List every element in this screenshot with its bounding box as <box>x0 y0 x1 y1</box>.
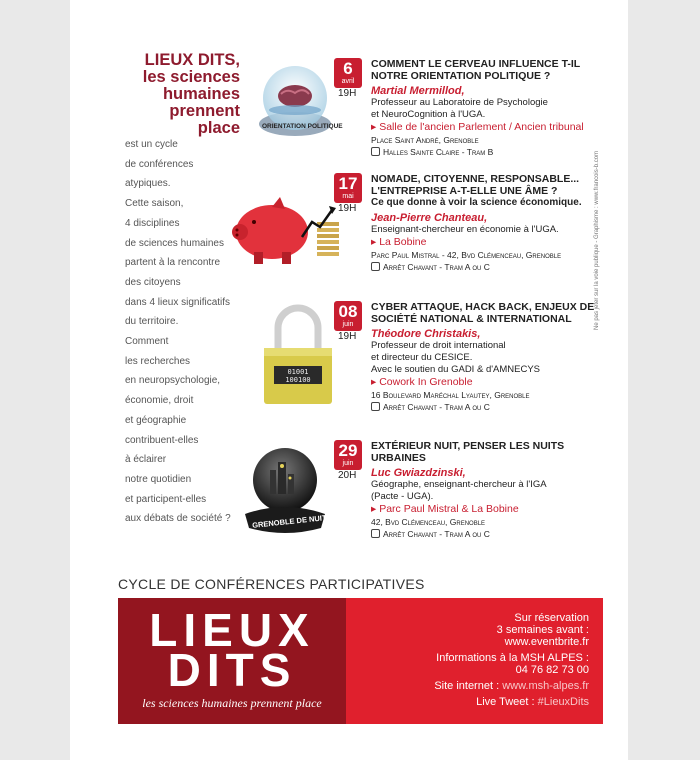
event-transport <box>371 528 609 540</box>
reservation-label-2: 3 semaines avant : <box>496 624 589 636</box>
event-venue[interactable]: ▸ Salle de l'ancien Parlement / Ancien tribunal <box>371 121 584 133</box>
intro-line: de conférences <box>125 158 194 170</box>
event-description: et NeuroCognition à l'UGA. <box>371 109 486 120</box>
event-address: Place Saint André, Grenoble <box>371 135 479 145</box>
event-hour: 19H <box>338 331 357 342</box>
event-body <box>371 301 609 413</box>
event-description: et directeur du CESICE. <box>371 352 473 363</box>
intro-line: partent à la rencontre <box>125 257 221 269</box>
padlock-illustration <box>260 302 336 406</box>
event-hour: 19H <box>338 88 357 99</box>
logo <box>134 604 330 696</box>
event-speaker: Luc Gwiazdzinski, <box>371 467 466 479</box>
event-address: 16 Boulevard Maréchal Lyautey, Grenoble <box>371 390 530 400</box>
logo-block <box>118 598 346 724</box>
intro-line: contribuent-elles <box>125 434 199 446</box>
event-month: juin <box>342 460 354 467</box>
illustration-label: ORIENTATION POLITIQUE <box>262 123 343 130</box>
tram-icon <box>371 262 380 271</box>
illustration-label: GRENOBLE DE NUIT <box>251 513 327 530</box>
event-date <box>334 440 362 470</box>
intro-line: et géographie <box>125 414 187 426</box>
event-tram-stop: Arrêt Chavant - Tram A ou C <box>383 261 490 272</box>
event-day: 6 <box>343 59 353 78</box>
title-line: humaines <box>162 85 240 103</box>
event-description: Avec le soutien du GADI & d'AMNECYS <box>371 364 541 375</box>
event-address: Parc Paul Mistral - 42, Bvd Clémenceau, Grenoble <box>371 249 562 260</box>
event-day: 08 <box>338 302 358 321</box>
event-hour: 19H <box>338 203 357 214</box>
event-subtitle: Ce que donne à voir la science économique. <box>371 197 582 208</box>
event-tram-stop: Halles Sainte Claire - Tram B <box>383 147 494 157</box>
title-line: LIEUX DITS, <box>144 51 240 69</box>
event-month: juin <box>342 321 354 328</box>
cycle-label: CYCLE DE CONFÉRENCES PARTICIPATIVES <box>118 576 425 592</box>
title-line: les sciences <box>142 68 240 86</box>
side-note: Ne pas jeter sur la voie publique - Graphisme : www.francois-b.com <box>594 150 600 330</box>
piggy-bank-illustration <box>232 192 352 272</box>
intro-line: du territoire. <box>125 316 179 328</box>
event-month: mai <box>342 193 354 200</box>
intro-line: Cette saison, <box>125 198 184 210</box>
event-venue[interactable]: ▸ Cowork In Grenoble <box>371 376 473 388</box>
event-date <box>334 301 362 331</box>
tram-icon <box>371 402 380 411</box>
intro-line: dans 4 lieux significatifs <box>125 296 231 308</box>
intro-line: Comment <box>125 336 169 347</box>
event-transport <box>371 401 609 413</box>
event-title: CYBER ATTAQUE, HACK BACK, ENJEUX DE SOCIÉTÉ NATIONAL & INTERNATIONAL <box>371 301 595 325</box>
event-venue[interactable]: ▸ Parc Paul Mistral & La Bobine <box>371 503 519 515</box>
logo-line: DITS <box>167 644 297 696</box>
event-date <box>334 173 362 203</box>
title-line: prennent <box>169 102 240 120</box>
event-transport <box>371 146 609 158</box>
tweet-label: Live Tweet : <box>476 696 535 708</box>
intro-line: économie, droit <box>125 395 194 407</box>
event-day: 17 <box>338 174 358 193</box>
event-speaker: Théodore Christakis, <box>371 328 481 340</box>
tweet-hashtag[interactable]: #LieuxDits <box>537 696 589 708</box>
event-venue[interactable]: ▸ La Bobine <box>371 235 427 248</box>
event-description: Professeur de droit international <box>371 340 506 351</box>
info-label: Informations à la MSH ALPES : <box>436 652 589 664</box>
reservation-link[interactable]: www.eventbrite.fr <box>504 636 589 648</box>
padlock-code-label: 01001 100100 <box>285 368 311 384</box>
event-month: avril <box>341 78 355 85</box>
phone-number: 04 76 82 73 00 <box>515 664 589 676</box>
event-body <box>371 58 609 158</box>
event-speaker: Jean-Pierre Chanteau, <box>371 211 488 224</box>
intro-line: 4 disciplines <box>125 217 180 229</box>
intro-line: de sciences humaines <box>125 237 224 249</box>
event-description: Enseignant-chercheur en économie à l'UGA. <box>371 223 559 235</box>
event-title: NOMADE, CITOYENNE, RESPONSABLE... L'ENTREPRISE A-T-ELLE UNE ÂME ? <box>371 173 580 197</box>
tram-icon <box>371 529 380 538</box>
intro-line: et participent-elles <box>125 493 207 505</box>
tram-icon <box>371 147 380 156</box>
event-tram-stop: Arrêt Chavant - Tram A ou C <box>383 402 490 412</box>
title-line: place <box>197 119 240 137</box>
page-title <box>120 52 240 137</box>
event-tram-stop: Arrêt Chavant - Tram A ou C <box>383 529 490 539</box>
reservation-label: Sur réservation <box>514 612 589 624</box>
event-day: 29 <box>338 441 358 460</box>
intro-line: des citoyens <box>125 276 181 288</box>
footer-banner <box>118 598 603 724</box>
event-description: (Pacte - UGA). <box>371 491 434 502</box>
event-title: EXTÉRIEUR NUIT, PENSER LES NUITS URBAINES <box>371 440 565 464</box>
event-date <box>334 58 362 88</box>
event-address: 42, Bvd Clémenceau, Grenoble <box>371 517 486 527</box>
event-body <box>371 440 609 540</box>
logo-line: LIEUX <box>149 604 315 656</box>
event-hour: 20H <box>338 470 357 481</box>
intro-line: en neuropsychologie, <box>125 375 221 387</box>
intro-line: à éclairer <box>125 454 167 466</box>
site-label: Site internet : <box>434 680 500 692</box>
event-title: COMMENT LE CERVEAU INFLUENCE T-IL NOTRE ORIENTATION POLITIQUE ? <box>371 58 581 82</box>
intro-line: les recherches <box>125 355 191 367</box>
intro-line: est un cycle <box>125 139 178 150</box>
intro-line: notre quotidien <box>125 473 192 485</box>
tagline: les sciences humaines prennent place <box>142 696 322 710</box>
event-description: Géographe, enseignant-chercheur à l'IGA <box>371 479 547 490</box>
event-description: Professeur au Laboratoire de Psychologie <box>371 97 548 108</box>
intro-line: aux débats de société ? <box>125 513 231 525</box>
event-speaker: Martial Mermillod, <box>371 85 465 97</box>
site-link[interactable]: www.msh-alpes.fr <box>502 680 589 692</box>
event-body <box>371 173 609 273</box>
event-transport <box>371 261 609 273</box>
intro-line: atypiques. <box>125 178 171 190</box>
